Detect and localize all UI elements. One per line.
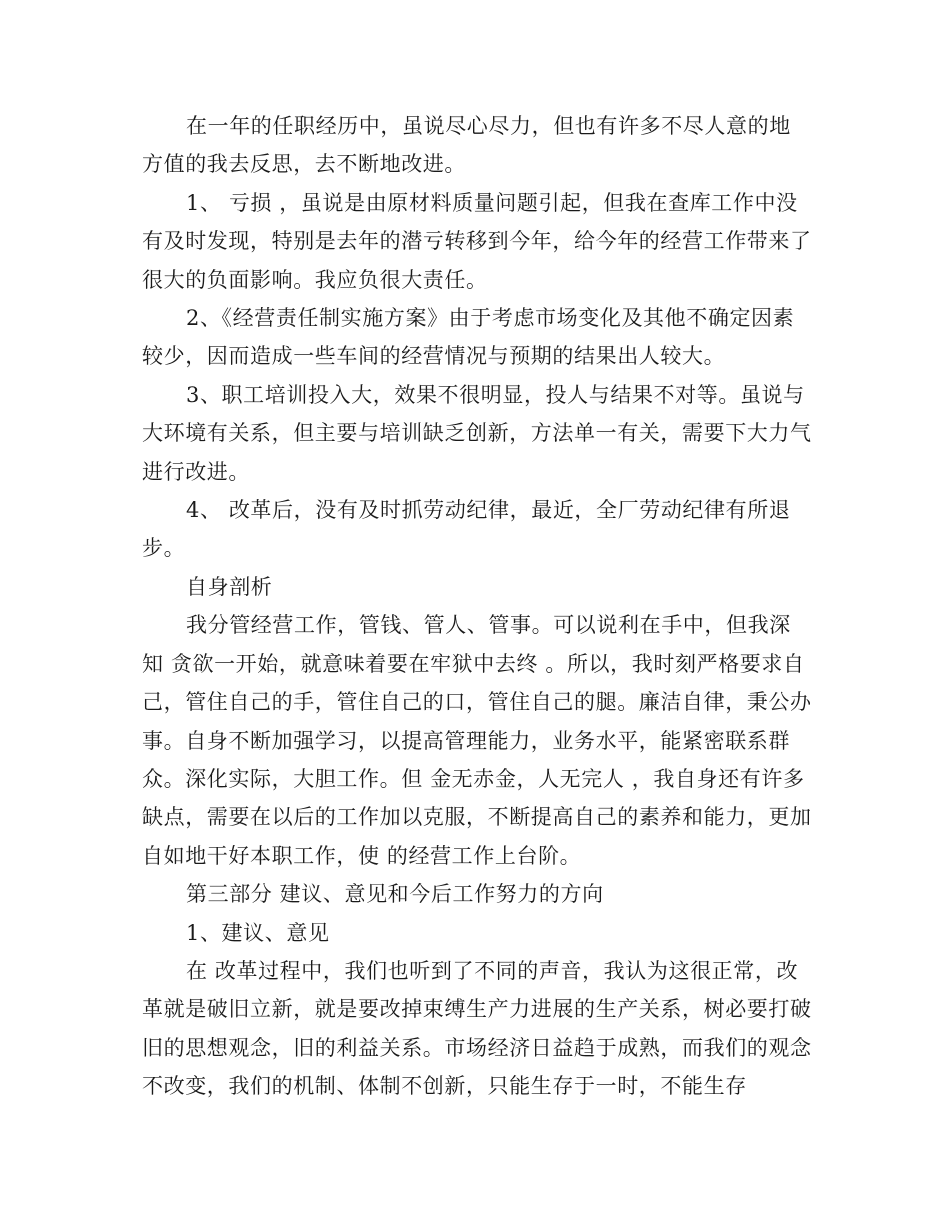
paragraph-item-3: 3、职工培训投入大，效果不很明显，投人与结果不对等。虽说与大环境有关系，但主要与培训缺乏创新，方法单一有关，需要下大力气进行改进。: [142, 382, 812, 484]
paragraph-intro: 在一年的任职经历中，虽说尽心尽力，但也有许多不尽人意的地方值的我去反思，去不断地改进。: [142, 114, 791, 177]
part-three-heading: 第三部分 建议、意见和今后工作努力的方向: [186, 882, 604, 907]
paragraph-item-1: 1、 亏损 ，虽说是由原材料质量问题引起，但我在查库工作中没有及时发现，特别是去年的潜亏转移到今年，给今年的经营工作带来了很大的负面影响。我应负很大责任。: [142, 190, 812, 292]
section-heading-self: 自身剖析: [186, 574, 273, 599]
document-body: [142, 107, 812, 1106]
paragraph-reform: 在 改革过程中，我们也听到了不同的声音，我认为这很正常，改革就是破旧立新，就是要改掉束缚生产力进展的生产关系，树必要打破旧的思想观念，旧的利益关系。市场经济日益趋于成熟，而我们的观念不改变，我们的机制、体制不创新，只能生存于一时，不能生存: [142, 958, 812, 1099]
paragraph-self-analysis: 我分管经营工作，管钱、管人、管事。可以说利在手中，但我深知 贪欲一开始，就意味着要在牢狱中去终 。所以，我时刻严格要求自己，管住自己的手，管住自己的口，管住自己的腿。廉洁自律，秉公办事。自身不断加强学习，以提高管理能力，业务水平，能紧密联系群众。深化实际，大胆工作。但 金无赤金，人无完人 ，我自身还有许多缺点，需要在以后的工作加以克服，不断提高自己的素养和能力，更加自如地干好本职工作，使 的经营工作上台阶。: [142, 613, 812, 868]
paragraph-item-2: 2、《经营责任制实施方案》由于考虑市场变化及其他不确定因素较少，因而造成一些车间的经营情况与预期的结果出人较大。: [142, 306, 795, 369]
paragraph-item-4: 4、 改革后，没有及时抓劳动纪律，最近，全厂劳动纪律有所退步。: [142, 498, 791, 561]
subsection-heading: 1、建议、意见: [186, 920, 330, 945]
